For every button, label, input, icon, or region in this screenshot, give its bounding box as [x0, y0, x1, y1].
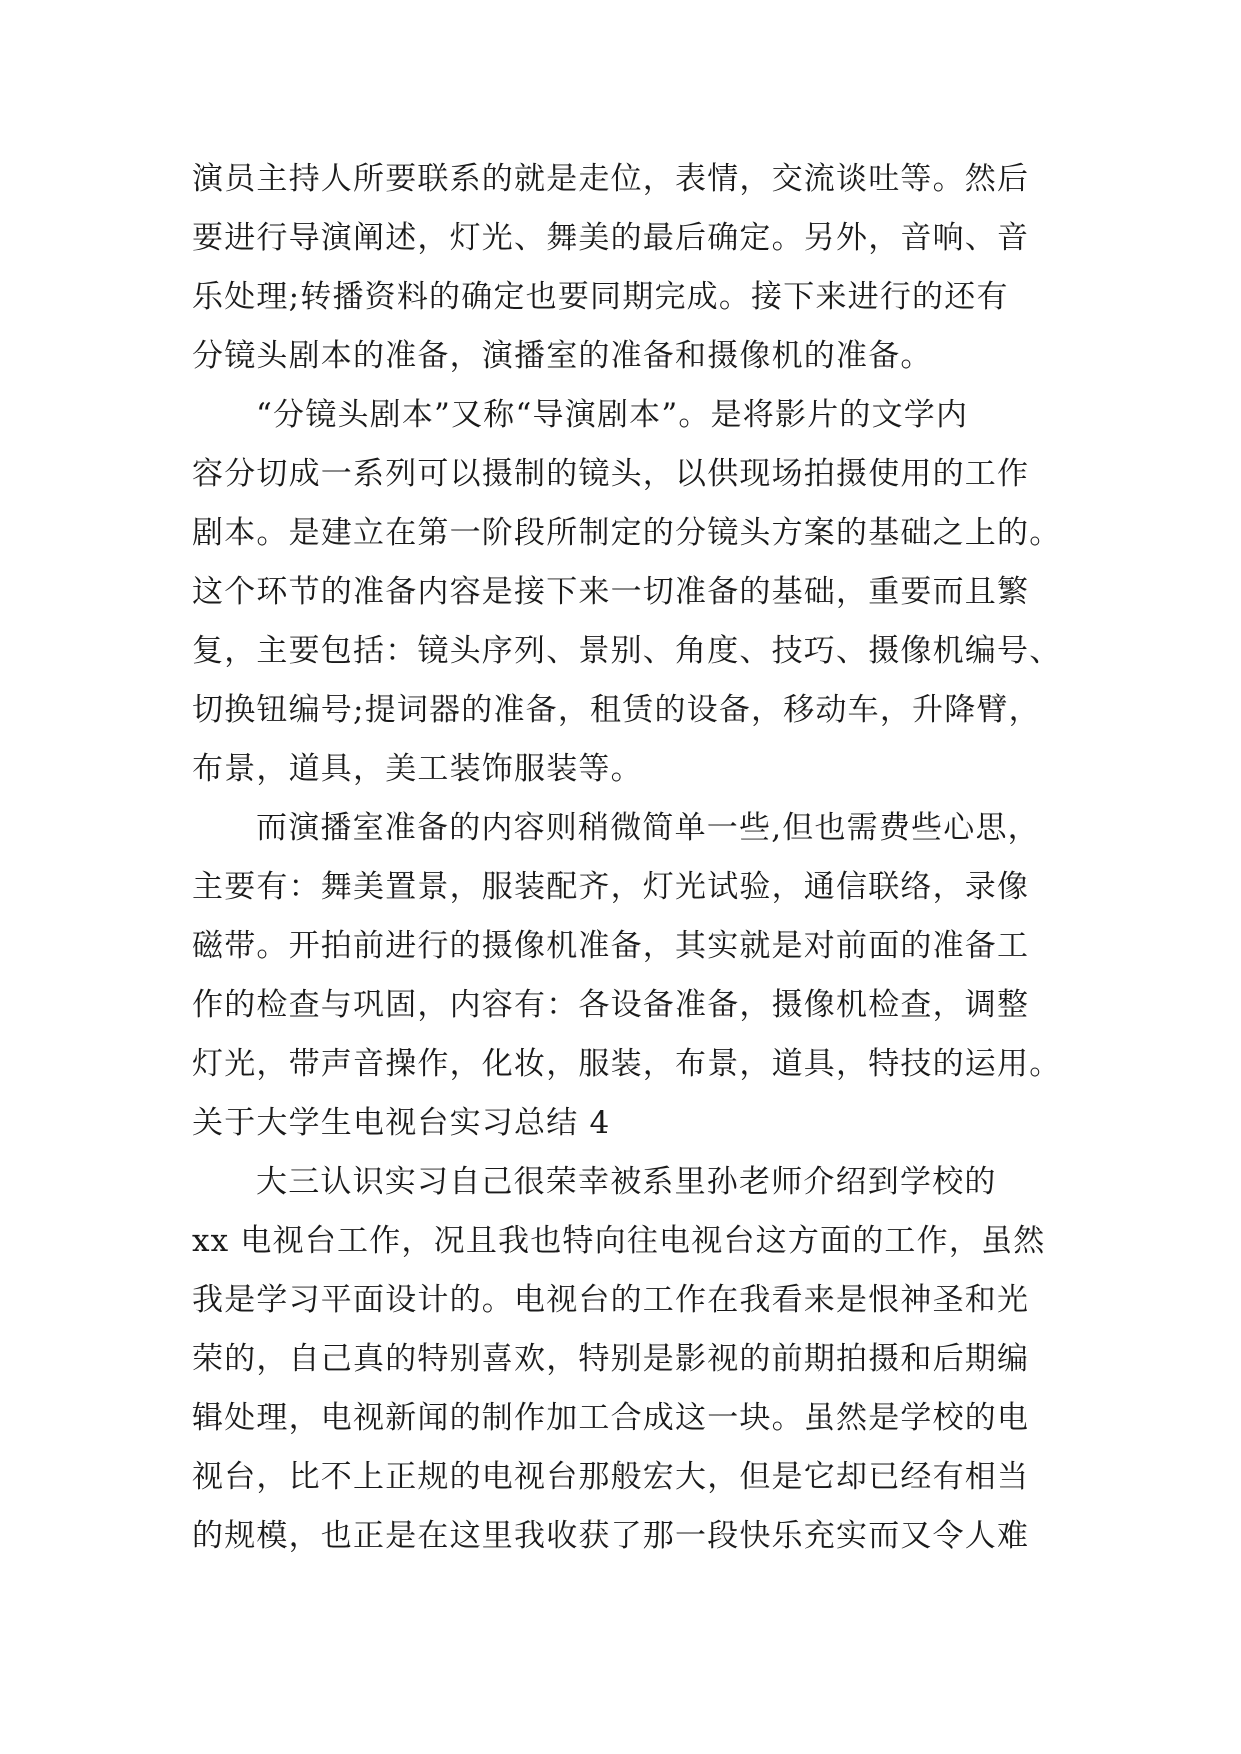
text-line: 磁带。开拍前进行的摄像机准备，其实就是对前面的准备工	[192, 928, 1030, 964]
text-line: 主要有：舞美置景，服装配齐，灯光试验，通信联络，录像	[192, 869, 1030, 905]
text-line: 视台，比不上正规的电视台那般宏大，但是它却已经有相当	[192, 1459, 1030, 1495]
paragraph-first-line: “分镜头剧本”又称“导演剧本”。是将影片的文学内	[256, 397, 969, 433]
document-body	[192, 150, 1062, 1566]
text-line: 分镜头剧本的准备，演播室的准备和摄像机的准备。	[192, 338, 933, 374]
text-line: 复，主要包括：镜头序列、景别、角度、技巧、摄像机编号、	[192, 633, 1062, 669]
text-line: 这个环节的准备内容是接下来一切准备的基础，重要而且繁	[192, 574, 1030, 610]
paragraph-first-line: 而演播室准备的内容则稍微简单一些,但也需费些心思，	[256, 810, 1040, 846]
text-line: 荣的，自己真的特别喜欢，特别是影视的前期拍摄和后期编	[192, 1341, 1030, 1377]
text-line: 作的检查与巩固，内容有：各设备准备，摄像机检查，调整	[192, 987, 1030, 1023]
text-line: 剧本。是建立在第一阶段所制定的分镜头方案的基础之上的。	[192, 515, 1062, 551]
text-line: 辑处理，电视新闻的制作加工合成这一块。虽然是学校的电	[192, 1400, 1030, 1436]
text-line: 的规模，也正是在这里我收获了那一段快乐充实而又令人难	[192, 1518, 1030, 1554]
text-line: 容分切成一系列可以摄制的镜头，以供现场拍摄使用的工作	[192, 456, 1030, 492]
text-line: 布景，道具，美工装饰服装等。	[192, 751, 643, 787]
section-heading: 关于大学生电视台实习总结 4	[192, 1105, 611, 1141]
text-line: 乐处理;转播资料的确定也要同期完成。接下来进行的还有	[192, 279, 1009, 315]
text-line: 要进行导演阐述，灯光、舞美的最后确定。另外，音响、音	[192, 220, 1030, 256]
paragraph-first-line: 大三认识实习自己很荣幸被系里孙老师介绍到学校的	[256, 1164, 997, 1200]
text-line: xx 电视台工作，况且我也特向往电视台这方面的工作，虽然	[192, 1223, 1046, 1259]
text-line: 切换钮编号;提词器的准备，租赁的设备，移动车，升降臂，	[192, 692, 1041, 728]
text-line: 我是学习平面设计的。电视台的工作在我看来是恨神圣和光	[192, 1282, 1030, 1318]
text-line: 演员主持人所要联系的就是走位，表情，交流谈吐等。然后	[192, 161, 1030, 197]
text-line: 灯光，带声音操作，化妆，服装，布景，道具，特技的运用。	[192, 1046, 1062, 1082]
